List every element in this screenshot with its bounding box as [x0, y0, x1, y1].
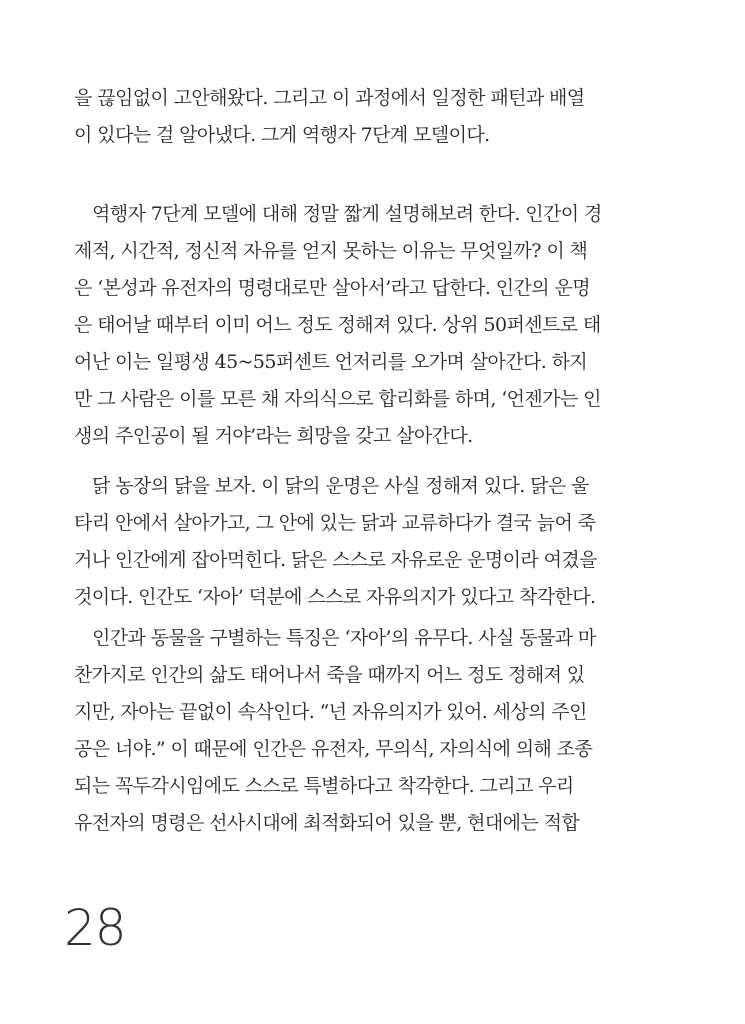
- body-text-line: 은 태어날 때부터 이미 어느 정도 정해져 있다. 상위 50퍼센트로 태: [74, 314, 601, 336]
- body-text-line: 공은 너야.” 이 때문에 인간은 유전자, 무의식, 자의식에 의해 조종: [74, 738, 593, 760]
- body-text-line: 을 끊임없이 고안해왔다. 그리고 이 과정에서 일정한 패턴과 배열: [74, 87, 585, 109]
- body-text-line: 찬가지로 인간의 삶도 태어나서 죽을 때까지 어느 정도 정해져 있: [74, 664, 585, 686]
- body-text-line: 거나 인간에게 잡아먹힌다. 닭은 스스로 자유로운 운명이라 여겼을: [74, 549, 597, 571]
- body-text-line: 유전자의 명령은 선사시대에 최적화되어 있을 뿐, 현대에는 적합: [74, 812, 580, 834]
- body-text-line: 지만, 자아는 끝없이 속삭인다. “넌 자유의지가 있어. 세상의 주인: [74, 701, 587, 723]
- body-text-line: 이 있다는 걸 알아냈다. 그게 역행자 7단계 모델이다.: [74, 124, 490, 146]
- body-text-line: 타리 안에서 살아가고, 그 안에 있는 닭과 교류하다가 결국 늙어 죽: [74, 512, 596, 534]
- body-text-line: 만 그 사람은 이를 모른 채 자의식으로 합리화를 하며, ‘언젠가는 인: [74, 388, 601, 410]
- body-text-line: 제적, 시간적, 정신적 자유를 얻지 못하는 이유는 무엇일까? 이 책: [74, 240, 588, 262]
- body-text-line: 것이다. 인간도 ‘자아’ 덕분에 스스로 자유의지가 있다고 착각한다.: [74, 586, 596, 608]
- body-text-line: 인간과 동물을 구별하는 특징은 ‘자아’의 유무다. 사실 동물과 마: [92, 627, 596, 649]
- body-text-line: 생의 주인공이 될 거야’라는 희망을 갖고 살아간다.: [74, 425, 473, 447]
- page-number: 28: [64, 899, 126, 957]
- body-text-line: 닭 농장의 닭을 보자. 이 닭의 운명은 사실 정해져 있다. 닭은 울: [92, 475, 589, 497]
- body-text-line: 역행자 7단계 모델에 대해 정말 짧게 설명해보려 한다. 인간이 경: [92, 203, 602, 225]
- body-text-line: 어난 이는 일평생 45~55퍼센트 언저리를 오가며 살아간다. 하지: [74, 351, 588, 373]
- body-text-line: 되는 꼭두각시임에도 스스로 특별하다고 착각한다. 그리고 우리: [74, 775, 574, 797]
- body-text-line: 은 ‘본성과 유전자의 명령대로만 살아서’라고 답한다. 인간의 운명: [74, 277, 591, 299]
